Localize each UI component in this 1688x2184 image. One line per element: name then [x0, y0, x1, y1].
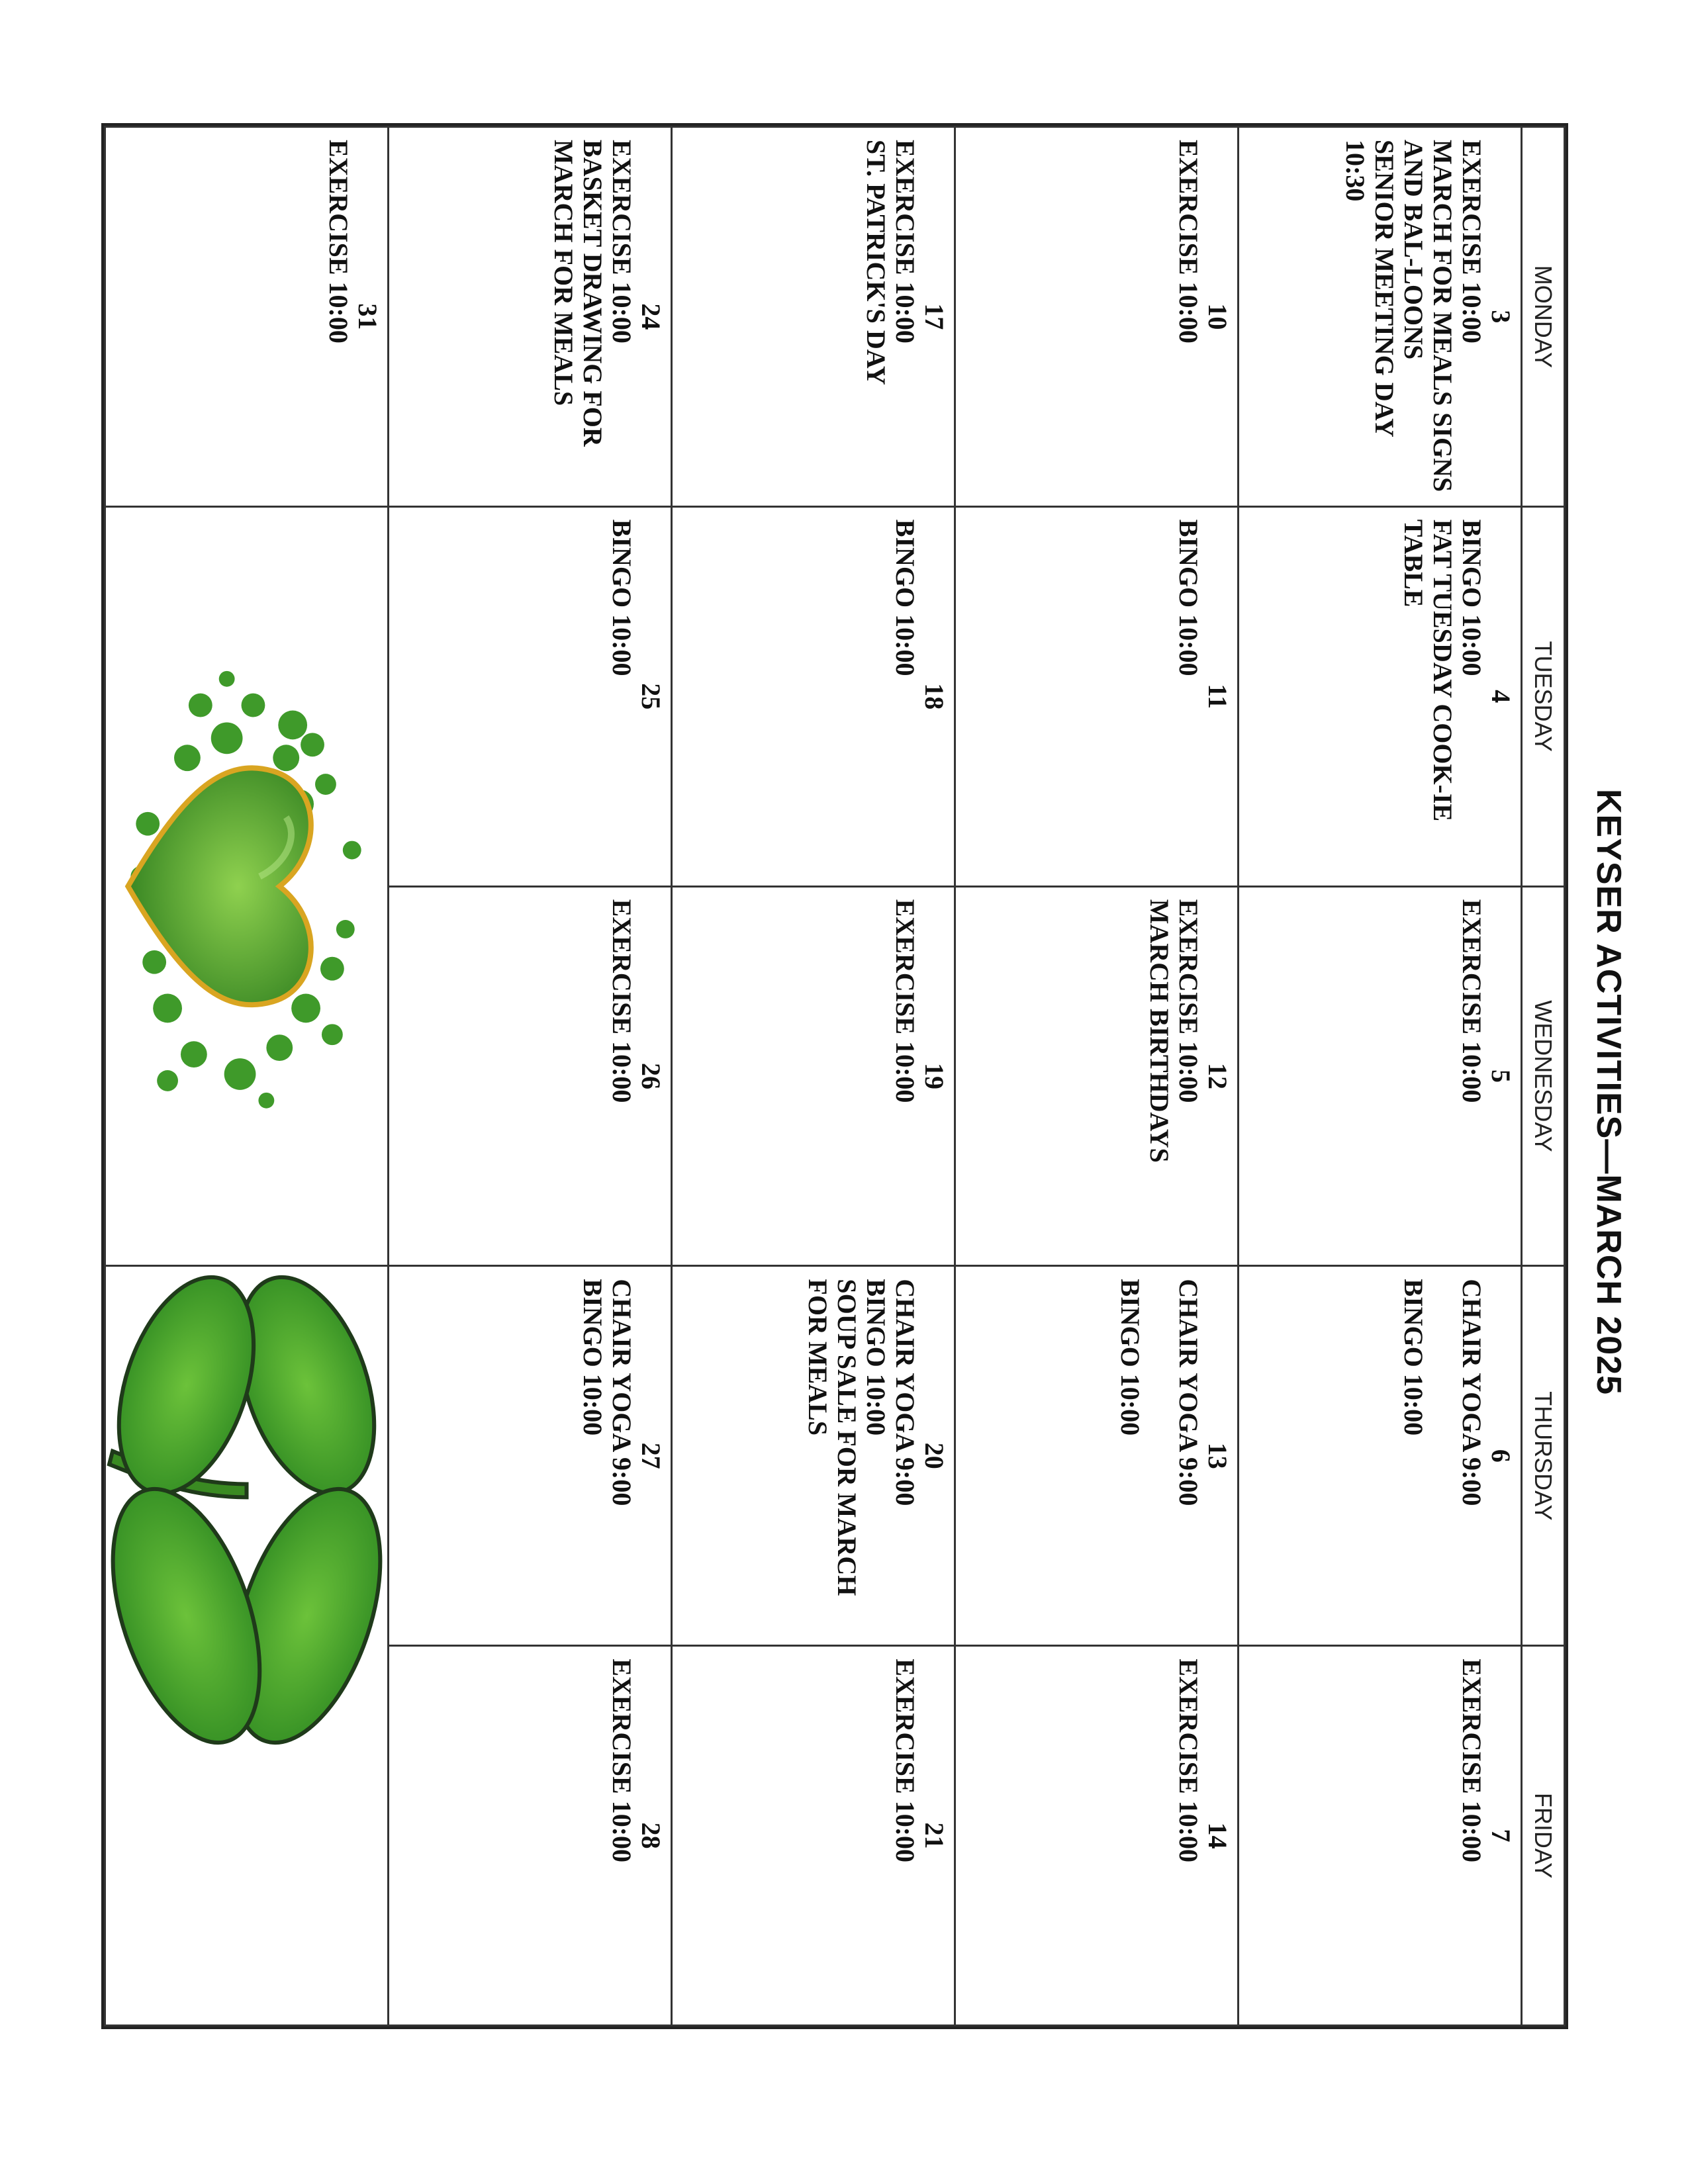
- calendar-table: [104, 126, 1566, 2026]
- day-number: 13: [1203, 1442, 1233, 1469]
- activity: EXERCISE 10:00: [890, 140, 920, 343]
- day-number: 19: [919, 1062, 949, 1089]
- day-cell: [1239, 1266, 1522, 1646]
- week-row: [955, 127, 1239, 2026]
- activity: SOUP SALE FOR MARCH FOR MEALS: [803, 1279, 862, 1596]
- activity: BASKET DRAWING FOR MARCH FOR MEALS: [549, 140, 608, 447]
- day-cell: [1239, 886, 1522, 1266]
- weekday-header-row: [1522, 127, 1565, 2026]
- weekday-wednesday: WEDNESDAY: [1522, 886, 1565, 1266]
- day-cell: [1239, 506, 1522, 886]
- activity: BINGO 10:00: [861, 1279, 891, 1436]
- activity: MARCH FOR MEALS SIGNS AND BAL-LOONS: [1399, 140, 1458, 492]
- activity: EXERCISE 10:00: [607, 140, 637, 343]
- activity: ST. PATRICK'S DAY: [861, 140, 891, 385]
- heart-shamrock-icon: [106, 508, 387, 1265]
- day-number: 27: [636, 1442, 666, 1469]
- heart-art-cell: [105, 506, 389, 1266]
- weekday-tuesday: TUESDAY: [1522, 506, 1565, 886]
- activity: CHAIR YOGA 9:00: [890, 1279, 920, 1506]
- activity: CHAIR YOGA 9:00: [1174, 1279, 1203, 1506]
- day-cell: [955, 127, 1239, 507]
- week-row: [105, 127, 389, 2026]
- day-number: 6: [1486, 1449, 1516, 1463]
- week-row: [389, 127, 672, 2026]
- activity: EXERCISE 10:00: [1457, 140, 1487, 343]
- activity: SENIOR MEETING DAY 10:30: [1340, 140, 1399, 437]
- activity: EXERCISE 10:00: [890, 899, 920, 1103]
- activity: EXERCISE 10:00: [1457, 1659, 1487, 1863]
- clover-art-cell: [105, 1266, 389, 2026]
- activity: BINGO 10:00: [1115, 1279, 1145, 1436]
- activity: CHAIR YOGA 9:00: [607, 1279, 637, 1506]
- day-number: 18: [919, 683, 949, 710]
- activity: EXERCISE 10:00: [324, 140, 353, 343]
- activity: EXERCISE 10:00: [1174, 1659, 1203, 1863]
- activity: EXERCISE 10:00: [890, 1659, 920, 1863]
- four-leaf-clover-icon: [106, 1267, 387, 2025]
- day-number: 24: [636, 303, 666, 330]
- day-number: 3: [1486, 310, 1516, 324]
- day-cell: [1239, 1646, 1522, 2026]
- weekday-monday: MONDAY: [1522, 127, 1565, 507]
- activity: MARCH BIRTHDAYS: [1145, 899, 1174, 1163]
- day-cell: [955, 506, 1239, 886]
- day-number: 12: [1203, 1062, 1233, 1089]
- day-number: 21: [919, 1822, 949, 1849]
- day-cell: [955, 886, 1239, 1266]
- activity: CHAIR YOGA 9:00: [1457, 1279, 1487, 1506]
- day-number: 17: [919, 303, 949, 330]
- day-cell: [1239, 127, 1522, 507]
- day-number: 10: [1203, 303, 1233, 330]
- page-title: KEYSER ACTIVITIES—MARCH 2025: [1589, 788, 1628, 1396]
- activity: BINGO 10:00: [1174, 519, 1203, 676]
- day-number: 20: [919, 1442, 949, 1469]
- day-cell: [389, 886, 672, 1266]
- weekday-friday: FRIDAY: [1522, 1646, 1565, 2026]
- activity-spacer: [1145, 1267, 1174, 1645]
- day-number: 4: [1486, 690, 1516, 704]
- week-row: [1239, 127, 1522, 2026]
- day-number: 28: [636, 1822, 666, 1849]
- day-cell: [389, 127, 672, 507]
- activity: EXERCISE 10:00: [1174, 899, 1203, 1103]
- day-number: 14: [1203, 1822, 1233, 1849]
- day-cell: [672, 886, 955, 1266]
- weekday-thursday: THURSDAY: [1522, 1266, 1565, 1646]
- activity-spacer: [1428, 1267, 1457, 1645]
- activity: BINGO 10:00: [890, 519, 920, 676]
- day-cell: [955, 1646, 1239, 2026]
- activity: EXERCISE 10:00: [1457, 899, 1487, 1103]
- day-cell: [672, 506, 955, 886]
- week-row: [672, 127, 955, 2026]
- activity: BINGO 10:00: [1399, 1279, 1429, 1436]
- day-number: 25: [636, 683, 666, 710]
- day-number: 26: [636, 1062, 666, 1089]
- day-number: 31: [353, 303, 383, 330]
- day-number: 5: [1486, 1069, 1516, 1083]
- activity: FAT TUESDAY COOK-IE TABLE: [1399, 519, 1458, 822]
- day-cell: [389, 1266, 672, 1646]
- day-cell: [672, 1266, 955, 1646]
- day-cell: [389, 1646, 672, 2026]
- activity: BINGO 10:00: [578, 1279, 608, 1436]
- activity: EXERCISE 10:00: [607, 899, 637, 1103]
- activity: BINGO 10:00: [1457, 519, 1487, 676]
- day-cell: [672, 1646, 955, 2026]
- activity: EXERCISE 10:00: [607, 1659, 637, 1863]
- day-cell: [105, 127, 389, 507]
- activity: BINGO 10:00: [607, 519, 637, 676]
- activity: EXERCISE 10:00: [1174, 140, 1203, 343]
- day-cell: [672, 127, 955, 507]
- calendar-grid: [101, 123, 1568, 2029]
- day-cell: [955, 1266, 1239, 1646]
- day-number: 11: [1203, 684, 1233, 709]
- day-cell: [389, 506, 672, 886]
- day-number: 7: [1486, 1829, 1516, 1843]
